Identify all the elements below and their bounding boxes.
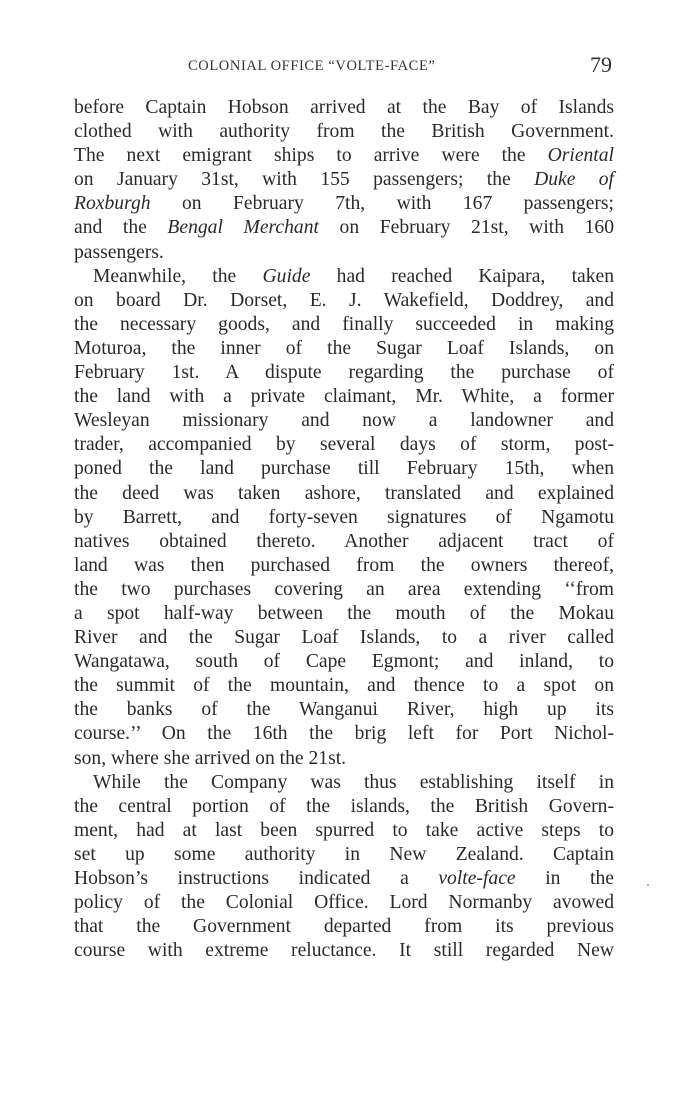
running-head <box>74 52 614 82</box>
ship-name-bengal-merchant: Bengal Merchant <box>167 217 319 239</box>
text-line: trader, accompanied by several days of storm, post- <box>74 434 614 456</box>
text-line: passengers. <box>74 241 164 263</box>
ship-name-guide: Guide <box>262 265 311 287</box>
text-line: The next emigrant ships to arrive were the Oriental <box>74 145 614 167</box>
text-line: the two purchases covering an area extending ‘‘from <box>74 578 614 600</box>
text-line: the summit of the mountain, and thence to a spot on <box>74 675 614 697</box>
text-line: Moturoa, the inner of the Sugar Loaf Islands, on <box>74 337 614 359</box>
text-line: poned the land purchase till February 15th, when <box>74 458 614 480</box>
text-line: Wangatawa, south of Cape Egmont; and inland, to <box>74 651 614 673</box>
text-line: on January 31st, with 155 passengers; the Duke of <box>74 169 614 191</box>
text-line: the land with a private claimant, Mr. White, a former <box>74 386 614 408</box>
text-line: ment, had at last been spurred to take active steps to <box>74 819 614 841</box>
ship-name-oriental: Oriental <box>547 145 614 167</box>
paragraph-start-line: Meanwhile, the Guide had reached Kaipara, taken <box>93 265 614 287</box>
text-line: River and the Sugar Loaf Islands, to a river called <box>74 627 614 649</box>
text-line: natives obtained thereto. Another adjacent tract of <box>74 530 614 552</box>
term-volte-face: volte-face <box>438 868 516 889</box>
text-line: course with extreme reluctance. It still regarded New <box>74 940 614 962</box>
page-number: 79 <box>590 52 612 77</box>
text-line: the banks of the Wanganui River, high up its <box>74 699 614 721</box>
ship-name-duke-of: Duke of <box>534 169 614 191</box>
text-line: by Barrett, and forty-seven signatures of Ngamotu <box>74 506 614 528</box>
margin-speck <box>647 884 649 886</box>
text-line: son, where she arrived on the 21st. <box>74 747 347 769</box>
text-line: February 1st. A dispute regarding the purchase of <box>74 362 614 384</box>
text-line: Roxburgh on February 7th, with 167 passengers; <box>74 193 614 215</box>
running-title: COLONIAL OFFICE “VOLTE-FACE” <box>188 58 436 74</box>
text-line: land was then purchased from the owners thereof, <box>74 554 614 576</box>
text-line: course.’’ On the 16th the brig left for Port Nichol- <box>74 723 614 745</box>
body-text <box>74 96 614 963</box>
text-line: before Captain Hobson arrived at the Bay of Islands <box>74 97 614 118</box>
text-line: and the Bengal Merchant on February 21st, with 160 <box>74 217 614 239</box>
text-line: that the Government departed from its previous <box>74 916 614 938</box>
text-line: policy of the Colonial Office. Lord Normanby avowed <box>74 892 614 914</box>
text-line: the deed was taken ashore, translated and explained <box>74 482 614 504</box>
text-line: set up some authority in New Zealand. Captain <box>74 843 614 865</box>
text-line: a spot half-way between the mouth of the Mokau <box>74 602 614 624</box>
text-line: the central portion of the islands, the British Govern- <box>74 795 614 817</box>
paragraph-start-line: While the Company was thus establishing itself in <box>93 771 614 793</box>
text-line: on board Dr. Dorset, E. J. Wakefield, Doddrey, and <box>74 289 614 311</box>
text-line: the necessary goods, and finally succeeded in making <box>74 313 614 335</box>
text-line: Hobson’s instructions indicated a volte-face in the <box>74 868 614 889</box>
ship-name-roxburgh: Roxburgh <box>74 193 151 215</box>
text-line: clothed with authority from the British Government. <box>74 121 614 143</box>
text-line: Wesleyan missionary and now a landowner and <box>74 410 614 432</box>
